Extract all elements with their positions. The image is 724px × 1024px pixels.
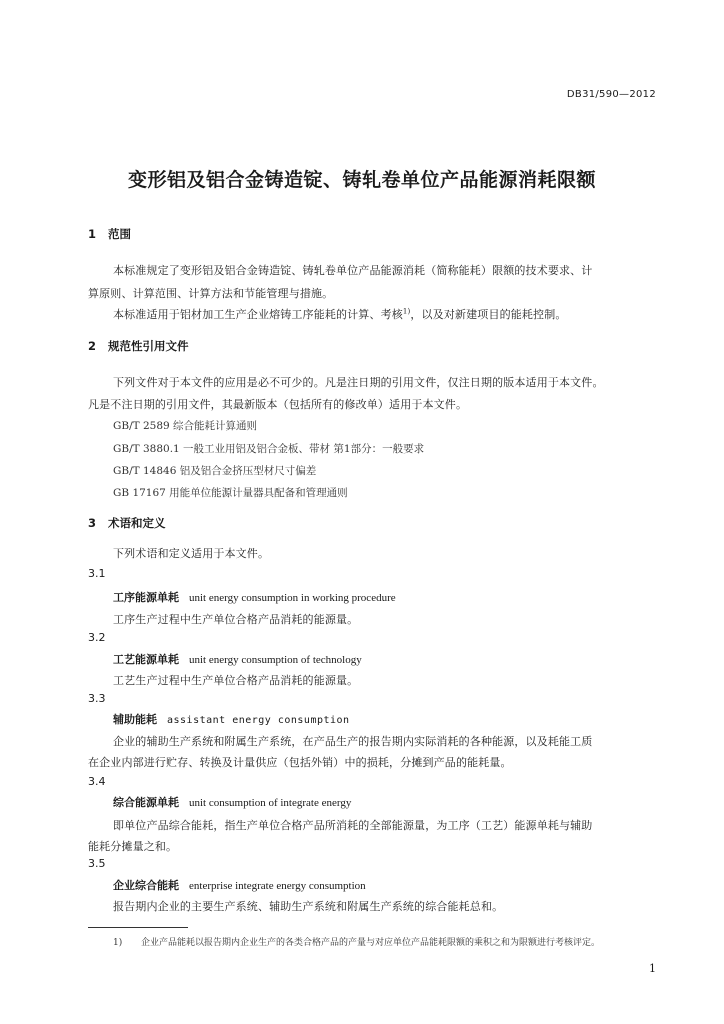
page-number: 1 [649, 962, 656, 975]
term-definition: 即单位产品综合能耗，指生产单位合格产品所消耗的全部能源量，为工序（工艺）能源单耗与辅助 [113, 819, 593, 832]
term-chinese: 工艺能源单耗 [113, 653, 179, 666]
footnote-text: 企业产品能耗以报告期内企业生产的各类合格产品的产量与对应单位产品能耗限额的乘积之和为限额进行考核评定。 [141, 938, 601, 948]
paragraph: 下列文件对于本文件的应用是必不可少的。凡是注日期的引用文件，仅注日期的版本适用于本文件。 [113, 376, 604, 389]
term-entry [113, 711, 350, 727]
term-english: assistant energy consumption [167, 715, 350, 726]
section-number: 3 [88, 516, 97, 530]
footnote [113, 935, 600, 948]
section-2-heading [88, 338, 189, 354]
footnote-divider [88, 927, 188, 928]
term-english: unit energy consumption of technology [189, 654, 362, 666]
paragraph: 算原则、计算范围、计算方法和节能管理与措施。 [88, 287, 334, 300]
section-number: 1 [88, 227, 97, 241]
document-title: 变形铝及铝合金铸造锭、铸轧卷单位产品能源消耗限额 [127, 169, 596, 191]
section-3-heading [88, 515, 166, 531]
term-number: 3.1 [88, 567, 106, 580]
section-number: 2 [88, 339, 97, 353]
term-entry [113, 651, 362, 667]
term-english: unit energy consumption in working procedure [189, 592, 396, 604]
term-entry [113, 589, 396, 605]
term-number: 3.4 [88, 775, 106, 788]
reference-item: GB/T 14846 铝及铝合金挤压型材尺寸偏差 [113, 465, 317, 477]
term-chinese: 辅助能耗 [113, 713, 157, 726]
section-title: 术语和定义 [108, 516, 166, 530]
term-english: enterprise integrate energy consumption [189, 880, 366, 892]
term-english: unit consumption of integrate energy [189, 797, 352, 809]
term-number: 3.5 [88, 857, 106, 870]
term-chinese: 企业综合能耗 [113, 879, 179, 892]
term-chinese: 工序能源单耗 [113, 591, 179, 604]
term-entry [113, 794, 351, 810]
term-number: 3.2 [88, 631, 106, 644]
standard-code: DB31/590—2012 [566, 89, 656, 100]
term-number: 3.3 [88, 692, 106, 705]
paragraph: 本标准规定了变形铝及铝合金铸造锭、铸轧卷单位产品能源消耗（简称能耗）限额的技术要求、计 [113, 264, 593, 277]
paragraph: 凡是不注日期的引用文件，其最新版本（包括所有的修改单）适用于本文件。 [88, 398, 468, 411]
reference-item: GB 17167 用能单位能源计量器具配备和管理通则 [113, 487, 348, 499]
term-definition: 报告期内企业的主要生产系统、辅助生产系统和附属生产系统的综合能耗总和。 [113, 900, 504, 913]
footnote-reference: 1) [402, 307, 411, 316]
reference-item: GB/T 2589 综合能耗计算通则 [113, 420, 258, 432]
section-title: 范围 [108, 227, 131, 241]
paragraph: 下列术语和定义适用于本文件。 [113, 547, 270, 560]
term-definition: 工艺生产过程中生产单位合格产品消耗的能源量。 [113, 674, 359, 687]
term-definition: 企业的辅助生产系统和附属生产系统，在产品生产的报告期内实际消耗的各种能源，以及耗能工质 [113, 735, 593, 748]
term-chinese: 综合能源单耗 [113, 796, 179, 809]
footnote-mark: 1) [113, 938, 123, 948]
section-1-heading [88, 226, 131, 242]
term-definition: 工序生产过程中生产单位合格产品消耗的能源量。 [113, 613, 359, 626]
term-definition: 能耗分摊量之和。 [88, 840, 178, 853]
section-title: 规范性引用文件 [108, 339, 189, 353]
paragraph: 本标准适用于铝材加工生产企业熔铸工序能耗的计算、考核$^{1)}$，以及对新建项目的能耗控制。 [113, 307, 567, 321]
term-definition: 在企业内部进行贮存、转换及计量供应（包括外销）中的损耗，分摊到产品的能耗量。 [88, 756, 512, 769]
reference-item: GB/T 3880.1 一般工业用铝及铝合金板、带材 第1部分：一般要求 [113, 443, 425, 455]
term-entry [113, 877, 366, 893]
